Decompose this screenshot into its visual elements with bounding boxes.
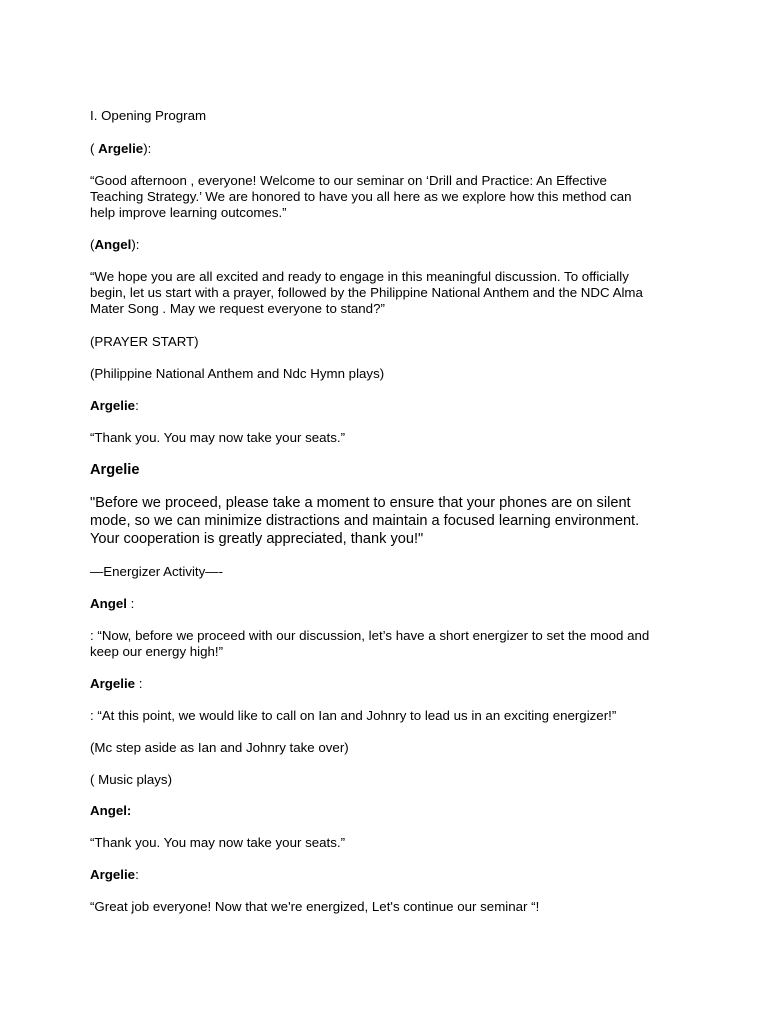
speaker-name: Angel xyxy=(94,237,132,252)
speaker-paren: ( xyxy=(90,141,99,156)
speaker-label xyxy=(90,803,690,819)
speaker-colon: : xyxy=(126,596,135,611)
speaker-name: Argelie xyxy=(90,867,136,882)
section-divider: —Energizer Activity—- xyxy=(90,564,224,579)
speaker-name: Argelie xyxy=(90,398,136,413)
speaker-name: Argelie xyxy=(90,676,136,691)
speaker-name: Angel: xyxy=(90,803,132,818)
paragraph-line: begin, let us start with a prayer, followed by the Philippine National Anthem and the NDC Alma xyxy=(90,285,643,300)
speaker-label xyxy=(90,676,690,692)
speaker-name: Argelie xyxy=(98,141,144,156)
speaker-paren: ): xyxy=(143,141,152,156)
paragraph-line: “Good afternoon , everyone! Welcome to our seminar on ‘Drill and Practice: An Effective xyxy=(90,173,607,188)
paragraph-line: “Thank you. You may now take your seats.” xyxy=(90,430,345,445)
paragraph-line: “Thank you. You may now take your seats.” xyxy=(90,835,345,850)
stage-direction: (Philippine National Anthem and Ndc Hymn plays) xyxy=(90,366,385,381)
paragraph-line: : “Now, before we proceed with our discussion, let’s have a short energizer to set the mood and xyxy=(90,628,650,643)
speaker-label xyxy=(90,237,690,253)
speaker-paren: ): xyxy=(131,237,140,252)
paragraph-line: keep our energy high!” xyxy=(90,644,224,659)
paragraph-line: : “At this point, we would like to call on Ian and Johnry to lead us in an exciting energizer!” xyxy=(90,708,617,723)
stage-direction: ( Music plays) xyxy=(90,772,173,787)
speaker-colon: : xyxy=(135,867,139,882)
section-heading: I. Opening Program xyxy=(90,108,207,123)
speaker-label xyxy=(90,398,690,414)
speaker-label xyxy=(90,596,690,612)
stage-direction: (Mc step aside as Ian and Johnry take over) xyxy=(90,740,349,755)
paragraph-line: "Before we proceed, please take a moment to ensure that your phones are on silent xyxy=(90,495,631,511)
stage-direction: (PRAYER START) xyxy=(90,334,199,349)
speaker-label xyxy=(90,867,690,883)
paragraph-line: “We hope you are all excited and ready to engage in this meaningful discussion. To officially xyxy=(90,269,629,284)
paragraph-line: mode, so we can minimize distractions and maintain a focused learning environment. xyxy=(90,513,640,529)
paragraph-line: Mater Song . May we request everyone to stand?” xyxy=(90,301,385,316)
speaker-label xyxy=(90,461,690,479)
speaker-colon: : xyxy=(135,676,143,691)
speaker-colon: : xyxy=(135,398,139,413)
speaker-name: Angel xyxy=(90,596,127,611)
speaker-label xyxy=(90,141,690,157)
paragraph-line: “Great job everyone! Now that we're energized, Let's continue our seminar “! xyxy=(90,899,540,914)
paragraph-line: Teaching Strategy.’ We are honored to have you all here as we explore how this method can xyxy=(90,189,632,204)
paragraph-line: Your cooperation is greatly appreciated, thank you!" xyxy=(90,531,424,547)
speaker-name: Argelie xyxy=(90,462,140,478)
speaker-paren: ( xyxy=(90,237,95,252)
paragraph-line: help improve learning outcomes.” xyxy=(90,205,287,220)
